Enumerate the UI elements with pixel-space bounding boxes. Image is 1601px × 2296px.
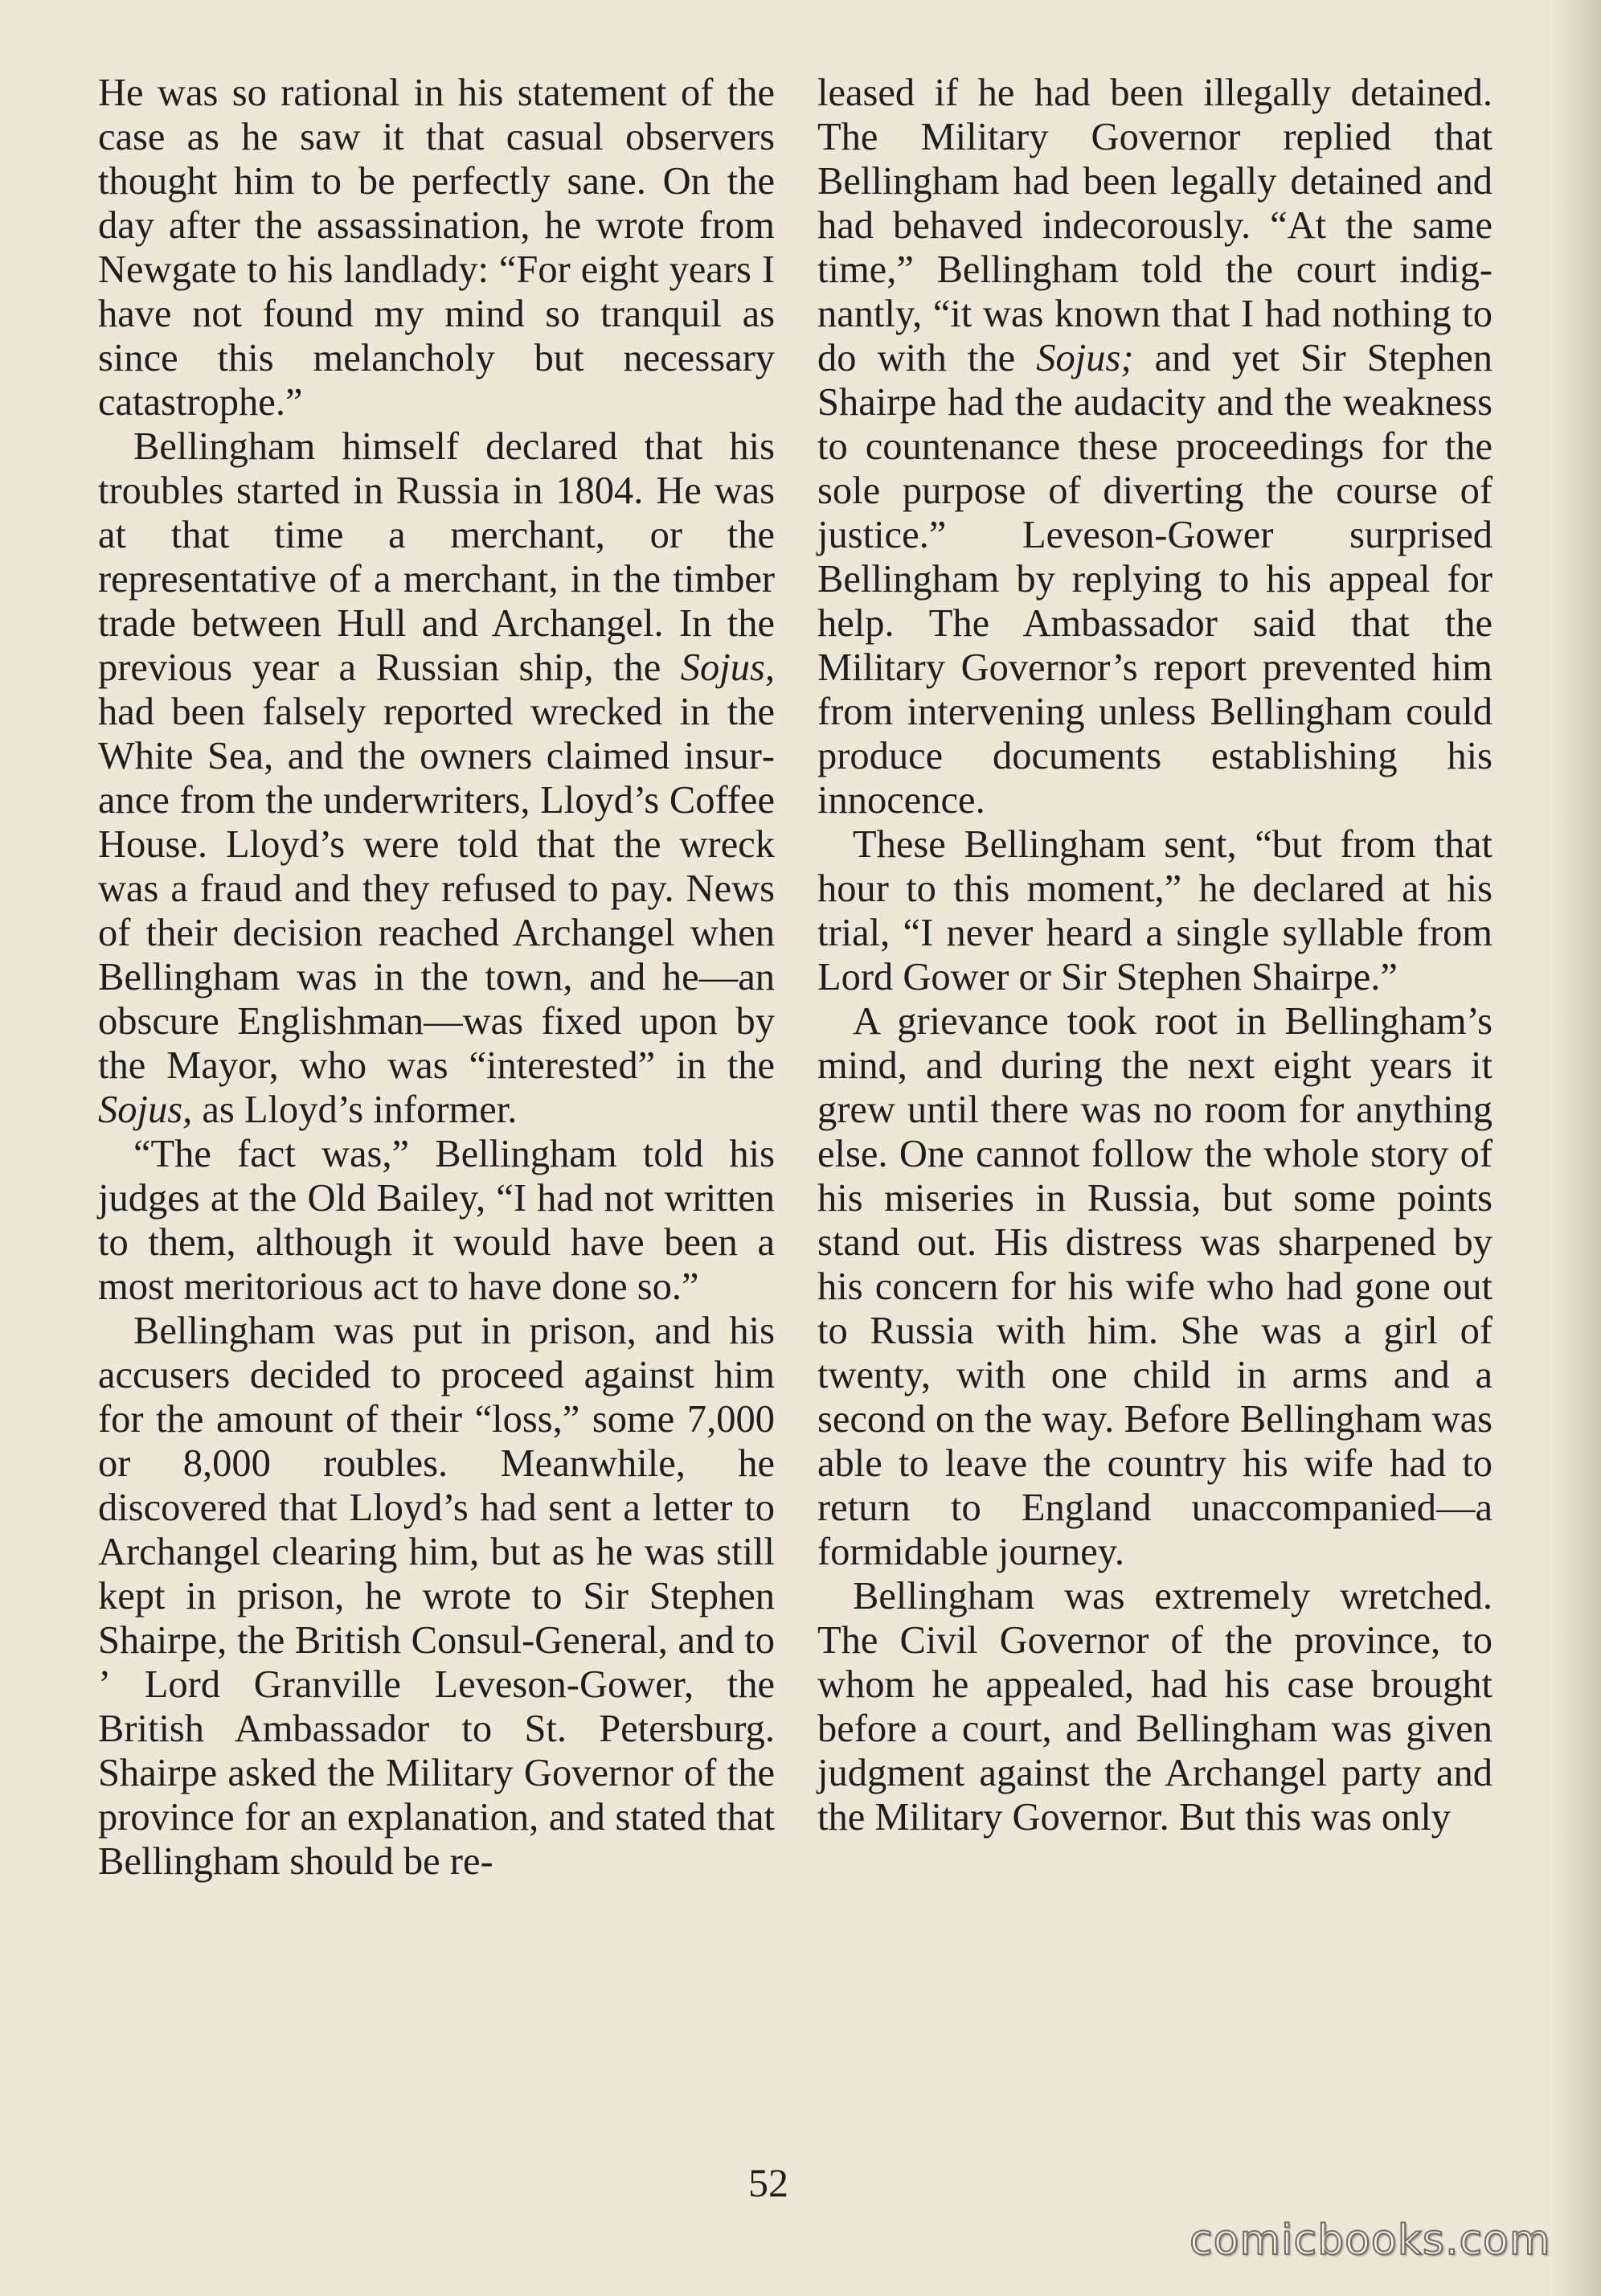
page-number: 52 (748, 2160, 788, 2205)
paragraph-7: A grievance took root in Bellingham’s mind, and during the next eight years it grew until there was no room for anything else. One cannot follow the whole story of his miseries in Russia, but some points stand out. His distress was sharpened by his concern for his wife who had gone out to Russia with him. She was a girl of twenty, with one child in arms and a second on the way. Before Bellingham was able to leave the country his wife had to return to England unaccompanied—a formidable journey. (817, 1000, 1492, 1573)
paragraph-4: Bellingham was put in prison, and his accusers decided to proceed against him for the amount of their “loss,” some 7,000 or 8,000 roubles. Meanwhile, he discovered that Lloyd’s had sent a letter to Archangel clearing him, but as he was still kept in prison, he wrote to Sir Stephen Shairpe, the British Consul-General, and to ʼ Lord Granville Leveson-Gower, the British Ambassador to St. Petersburg. Shairpe asked the Military Governor of the province for an explanation, and stated that Bellingham should be re- (98, 1310, 775, 1883)
watermark-logo: comicbooks.com (1189, 2216, 1551, 2265)
paragraph-2: Bellingham himself declared that his troubles started in Russia in 1804. He was at that time a merchant, or the representative of a merchant, in the timber trade between Hull and Archangel. In the previous year a Russian ship, the Sojus, had been falsely reported wrecked in the White Sea, and the owners claimed insurance from the underwriters, Lloyd’s Coffee House. Lloyd’s were told that the wreck was a fraud and they refused to pay. News of their decision reached Archangel when Bellingham was in the town, and he—an obscure Englishman—was fixed upon by the Mayor, who was “interested” in the Sojus, as Lloyd’s informer. (98, 425, 776, 1131)
paragraph-8: Bellingham was extremely wretched. The Civil Governor of the province, to whom he appealed, had his case brought before a court, and Bellingham was given judgment against the Archangel party and the Military Governor. But this was only (817, 1575, 1492, 1839)
paragraph-3: “The fact was,” Bellingham told his judges at the Old Bailey, “I had not written to them, although it would have been a most meritorious act to have done so.” (98, 1133, 775, 1308)
right-text-column (817, 71, 1492, 1839)
paragraph-1: He was so rational in his statement of the case as he saw it that casual observers thought him to be perfectly sane. On the day after the assassination, he wrote from Newgate to his landlady: “For eight years I have not found my mind so tranquil as since this melancholy but necessary catastrophe.” (98, 72, 775, 424)
left-text-column (98, 71, 775, 1884)
page-edge-shadow (1553, 0, 1601, 2296)
paragraph-6: These Bellingham sent, “but from that hour to this moment,” he declared at his trial, “I never heard a single syllable from Lord Gower or Sir Stephen Shairpe.” (817, 823, 1492, 998)
ship-name: Sojus; (1036, 337, 1134, 379)
ship-name: Sojus, (680, 646, 776, 689)
ship-name: Sojus, (98, 1089, 193, 1131)
paragraph-5: leased if he had been illegally detained. The Military Governor replied that Bellingham had been legally detained and had behaved indecorously. “At the same time,” Bellingham told the court indignantly, “it was known that I had nothing to do with the Sojus; and yet Sir Stephen Shairpe had the audacity and the weakness to countenance these proceedings for the sole purpose of diverting the course of justice.” Leveson-Gower surprised Bellingham by replying to his appeal for help. The Ambassador said that the Military Governor’s report prevented him from intervening unless Bellingham could produce documents establishing his innocence. (817, 72, 1492, 822)
